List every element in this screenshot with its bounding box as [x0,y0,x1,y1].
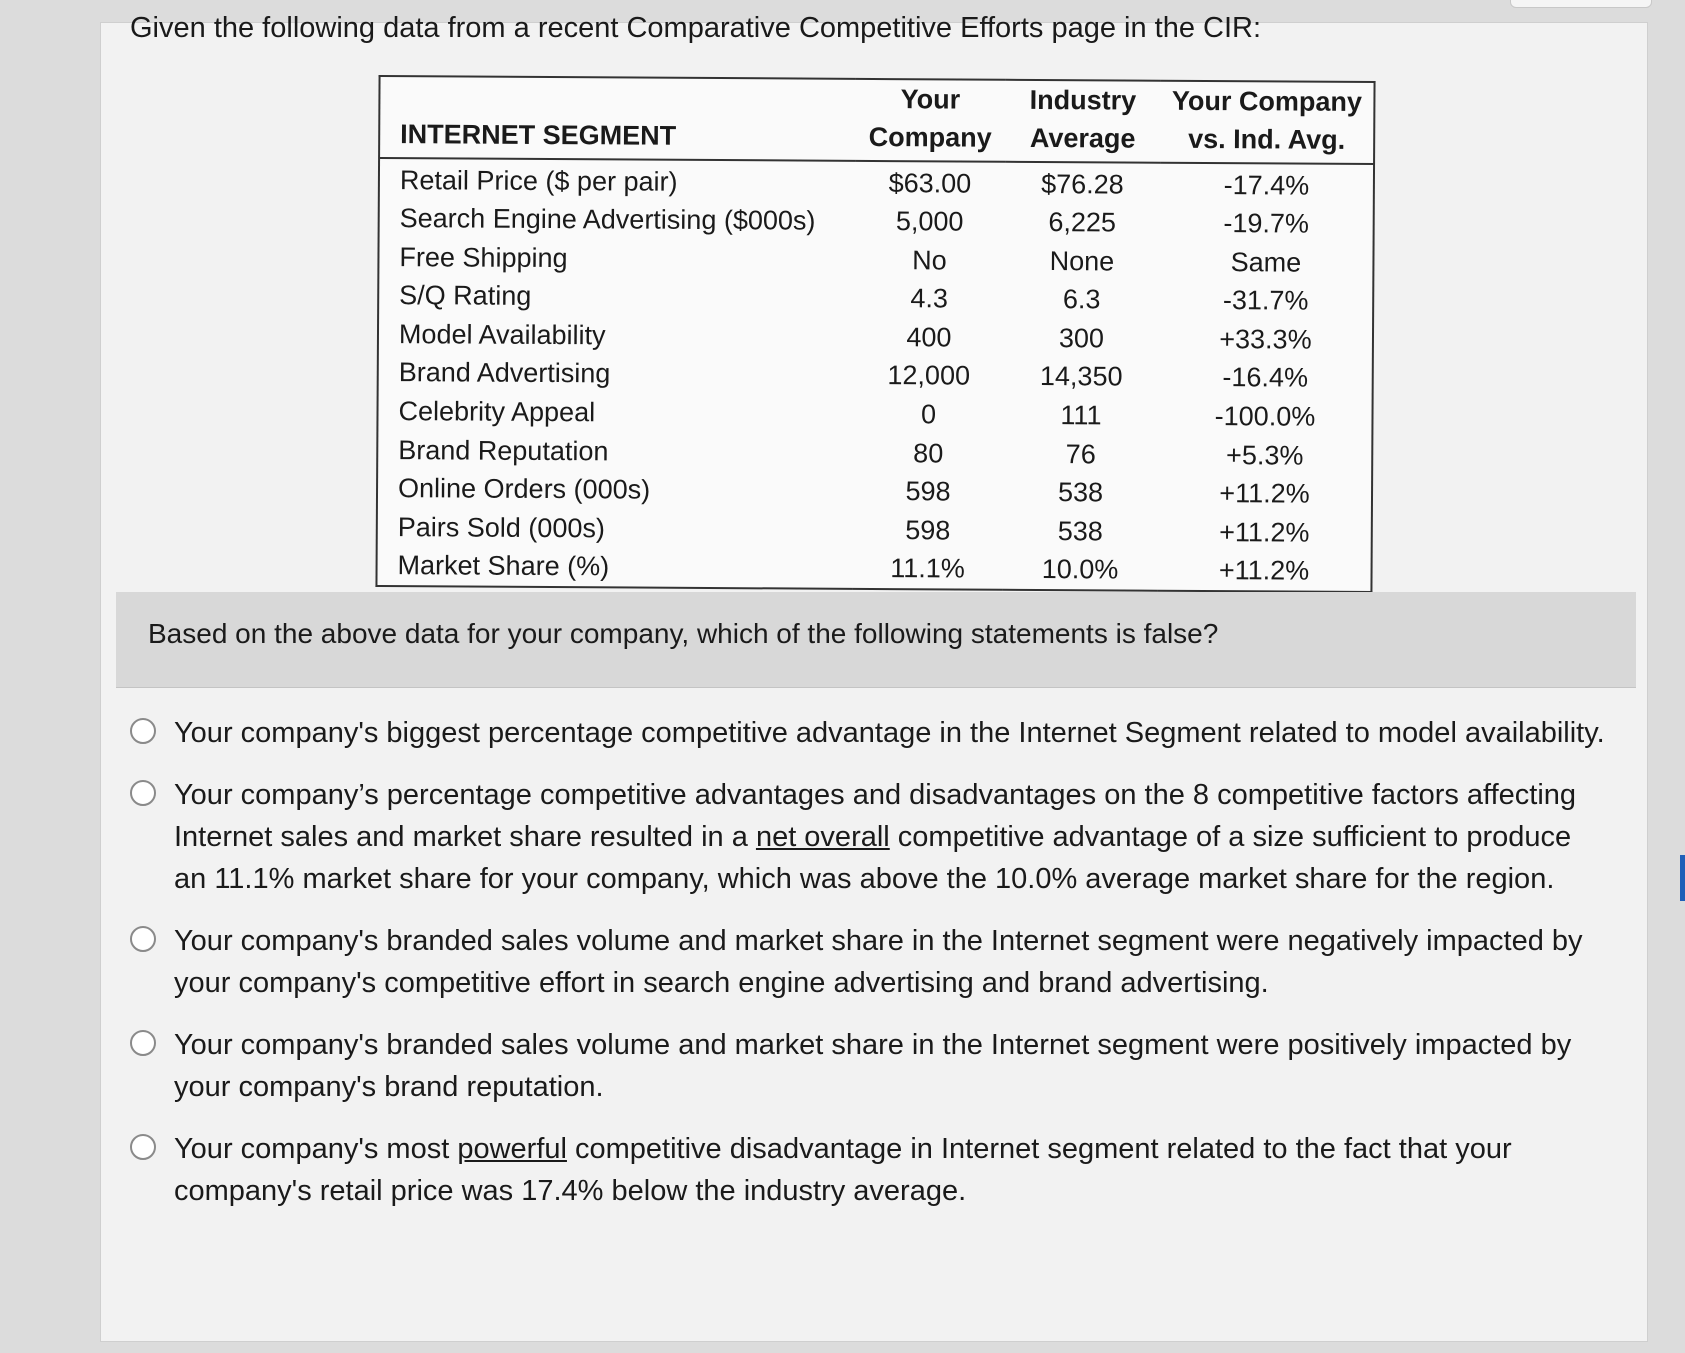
radio-button-3[interactable] [130,926,156,952]
radio-button-5[interactable] [130,1134,156,1160]
header-segment: INTERNET SEGMENT [379,76,855,161]
vs-industry-value: +11.2% [1219,516,1310,548]
your-company-value: 0 [920,399,937,430]
header-your-company-line2: Company [868,121,992,153]
vs-industry-value: -31.7% [1222,285,1309,317]
header-vs-line2: vs. Ind. Avg. [1188,123,1346,155]
vs-industry-value: -19.7% [1223,208,1310,239]
question-text: Based on the above data for your company, which of the following statements is false? [148,618,1219,649]
table-row [379,158,1374,206]
your-company-value: 80 [913,437,944,468]
industry-average-value: 538 [1057,515,1103,546]
row-label: Retail Price ($ per pair) [399,164,678,197]
your-company-value: 11.1% [890,553,965,584]
table-row [377,508,1372,553]
industry-average-value: 10.0% [1041,554,1119,585]
header-industry-line2: Average [1029,122,1136,154]
internet-segment-table [375,75,1375,593]
vs-industry-value: -16.4% [1222,362,1309,394]
industry-average-value: 6.3 [1062,284,1101,315]
option-4-text: Your company's branded sales volume and market share in the Internet segment were positively impacted by your company's brand reputation. [174,1029,1572,1103]
table-row [378,315,1373,360]
header-industry-line1: Industry [1029,84,1137,116]
row-label: Pairs Sold (000s) [397,511,605,543]
intro-text: Given the following data from a recent Comparative Competitive Efforts page in the CIR: [130,12,1262,44]
vs-industry-value: +33.3% [1219,324,1312,355]
vs-industry-value: -100.0% [1214,401,1316,432]
option-5[interactable] [130,1128,1610,1212]
row-label: S/Q Rating [399,280,532,312]
answer-options [130,712,1610,1232]
option-2-text: Your company’s percentage competitive advantages and disadvantages on the 8 competitive factors affecting Internet sales and market share resulted in a net overall competitive advantage of a size sufficient to produce an 11.1% market share for your company, which was above the 10.0% average market share for the region. [174,779,1577,895]
scroll-marker [1680,855,1685,901]
your-company-value: 4.3 [910,283,949,314]
vs-industry-value: +11.2% [1218,555,1310,586]
row-label: Celebrity Appeal [398,396,596,428]
option-3[interactable] [130,920,1610,1004]
row-label: Search Engine Advertising ($000s) [399,203,816,236]
your-company-value: No [912,245,947,276]
header-vs-line1: Your Company [1171,85,1363,117]
option-5-text: Your company's most powerful competitive disadvantage in Internet segment related to the fact that your company's retail price was 17.4% below the industry average. [174,1133,1512,1207]
option-4[interactable] [130,1024,1610,1108]
vs-industry-value: Same [1230,247,1302,278]
industry-average-value: 300 [1058,323,1105,354]
table-row [376,546,1371,592]
table-row [377,469,1372,514]
vs-industry-value: +11.2% [1219,478,1310,509]
industry-average-value: 111 [1060,400,1102,431]
industry-average-value: None [1049,245,1115,277]
your-company-value: 598 [905,514,951,546]
row-label: Model Availability [398,319,606,351]
net-overall-underline: net overall [755,821,890,853]
header-your-company [855,79,1005,162]
your-company-value: 12,000 [887,360,971,392]
option-1-text: Your company's biggest percentage competitive advantage in the Internet Segment related to model availability. [174,717,1605,749]
header-vs-industry [1160,81,1374,164]
header-your-company-line1: Your [900,84,961,115]
table-row [378,354,1373,399]
header-industry-average [1005,80,1160,163]
option-1[interactable] [130,712,1610,754]
row-label: Brand Advertising [398,357,611,389]
industry-average-value: 76 [1065,438,1096,469]
your-company-value: 400 [906,322,952,353]
radio-button-1[interactable] [130,718,156,744]
table-row [377,392,1372,437]
radio-button-4[interactable] [130,1030,156,1056]
your-company-value: 5,000 [895,206,964,237]
powerful-underline: powerful [457,1133,567,1165]
vs-industry-value: +5.3% [1226,439,1304,471]
row-label: Online Orders (000s) [397,473,651,505]
table-row [378,238,1373,283]
industry-average-value: $76.28 [1041,168,1124,200]
row-label: Market Share (%) [397,550,610,582]
option-3-text: Your company's branded sales volume and market share in the Internet segment were negatively impacted by your company's competitive effort in search engine advertising and brand advertising. [174,925,1583,999]
option-2[interactable] [130,774,1610,900]
industry-average-value: 14,350 [1039,361,1123,392]
your-company-value: $63.00 [888,167,972,199]
radio-button-2[interactable] [130,780,156,806]
row-label: Brand Reputation [398,434,609,466]
table-row [378,277,1373,322]
corner-tab [1510,0,1652,8]
row-label: Free Shipping [399,241,568,273]
industry-average-value: 6,225 [1048,207,1117,238]
your-company-value: 598 [905,476,951,507]
vs-industry-value: -17.4% [1223,169,1310,201]
table-row [377,431,1372,476]
table-row [379,200,1374,245]
industry-average-value: 538 [1057,477,1104,508]
